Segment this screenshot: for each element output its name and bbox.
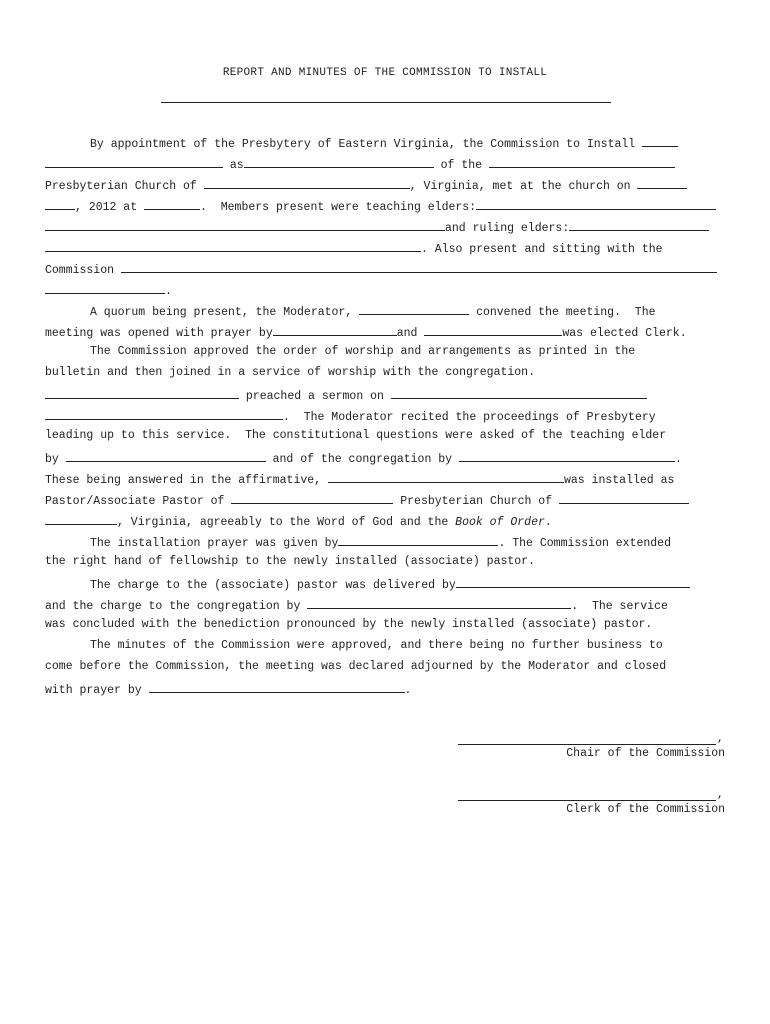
text: , 2012 at [75,201,138,214]
paragraph-line [45,261,725,281]
paragraph-line [45,450,725,470]
paragraph-line [45,618,725,638]
text: . [544,516,552,529]
blank-field[interactable] [45,198,75,210]
text: The Commission approved the order of worship and arrangements as printed in the [90,345,636,358]
blank-field[interactable] [45,513,117,525]
blank-field[interactable] [456,576,690,588]
text: with prayer by [45,684,142,697]
paragraph-line [45,639,725,659]
paragraph-line [45,240,725,260]
paragraph-line [45,576,725,596]
blank-field[interactable] [45,387,239,399]
blank-field[interactable] [338,534,498,546]
paragraph-line [45,408,725,428]
blank-field[interactable] [637,177,687,189]
paragraph-line [45,303,725,323]
text: These being answered in the affirmative, [45,474,322,487]
text: was elected Clerk. [562,327,687,340]
blank-field[interactable] [273,324,397,336]
paragraph-line [45,429,725,449]
text: and [396,327,418,340]
blank-field[interactable] [45,219,445,231]
document-title: REPORT AND MINUTES OF THE COMMISSION TO INSTALL [222,67,548,79]
text: as [229,159,244,172]
text: The charge to the (associate) pastor was delivered by [90,579,456,592]
text: of the [440,159,483,172]
text: come before the Commission, the meeting was declared adjourned by the Moderator and closed [45,660,667,673]
blank-field[interactable] [359,303,469,315]
paragraph-line [45,366,725,386]
text: and of the congregation by [272,453,453,466]
text: . [674,453,682,466]
paragraph-line [45,135,725,155]
paragraph-line [45,324,725,344]
paragraph-line [45,177,725,197]
blank-field[interactable] [459,450,675,462]
text: The installation prayer was given by [90,537,339,550]
text: leading up to this service. The constitutional questions were asked of the teaching elder [45,429,667,442]
signature-comma: , [717,733,724,745]
text: . The Moderator recited the proceedings of Presbytery [283,411,656,424]
clerk-signature-line[interactable] [458,800,716,801]
signature-comma: , [717,789,724,801]
text: and the charge to the congregation by [45,600,301,613]
text: by [45,453,59,466]
text: , Virginia, met at the church on [409,180,631,193]
text: Pastor/Associate Pastor of [45,495,225,508]
blank-field[interactable] [144,198,200,210]
blank-field[interactable] [204,177,410,189]
blank-field[interactable] [45,240,421,252]
text: . Also present and sitting with the [421,243,663,256]
blank-field[interactable] [424,324,562,336]
blank-field[interactable] [121,261,717,273]
text: was concluded with the benediction pronounced by the newly installed (associate) pastor. [45,618,653,631]
title-rule [161,102,611,103]
chair-signature-label: Chair of the Commission [566,747,725,760]
blank-field[interactable] [244,156,434,168]
blank-field[interactable] [45,408,283,420]
blank-field[interactable] [489,156,675,168]
paragraph-line [45,681,725,701]
paragraph-line [45,471,725,491]
paragraph-line [45,597,725,617]
text: bulletin and then joined in a service of worship with the congregation. [45,366,535,379]
blank-field[interactable] [642,135,678,147]
paragraph-line [45,345,725,365]
blank-field[interactable] [391,387,647,399]
text: Presbyterian Church of [45,180,197,193]
blank-field[interactable] [45,282,165,294]
text: . The service [571,600,668,613]
paragraph-line [45,282,725,302]
chair-signature-line[interactable] [458,744,716,745]
text: . Members present were teaching elders: [200,201,477,214]
text: The minutes of the Commission were approved, and there being no further business to [90,639,663,652]
blank-field[interactable] [569,219,709,231]
paragraph-line [45,387,725,407]
blank-field[interactable] [45,156,223,168]
paragraph-line [45,660,725,680]
text: . [165,285,172,298]
blank-field[interactable] [231,492,393,504]
text: , Virginia, agreeably to the Word of God and the [117,516,449,529]
blank-field[interactable] [66,450,266,462]
paragraph-line [45,198,725,218]
blank-field[interactable] [149,681,405,693]
paragraph-line [45,555,725,575]
blank-field[interactable] [328,471,564,483]
text: . [404,684,412,697]
text: . The Commission extended [498,537,671,550]
paragraph-line [45,513,725,533]
text: A quorum being present, the Moderator, [90,306,353,319]
paragraph-line [45,219,725,239]
paragraph-line [45,156,725,176]
text: convened the meeting. The [476,306,656,319]
blank-field[interactable] [559,492,689,504]
blank-field[interactable] [307,597,571,609]
clerk-signature-label: Clerk of the Commission [566,803,725,816]
paragraph-line [45,492,725,512]
text: preached a sermon on [245,390,384,403]
text: was installed as [563,474,675,487]
blank-field[interactable] [476,198,716,210]
text: and ruling elders: [445,222,570,235]
paragraph-line [45,534,725,554]
text: meeting was opened with prayer by [45,327,273,340]
text: the right hand of fellowship to the newly installed (associate) pastor. [45,555,535,568]
text: Book of Order [455,516,545,529]
text: Presbyterian Church of [400,495,553,508]
text: Commission [45,264,115,277]
text: By appointment of the Presbytery of Eastern Virginia, the Commission to Install [90,138,636,151]
